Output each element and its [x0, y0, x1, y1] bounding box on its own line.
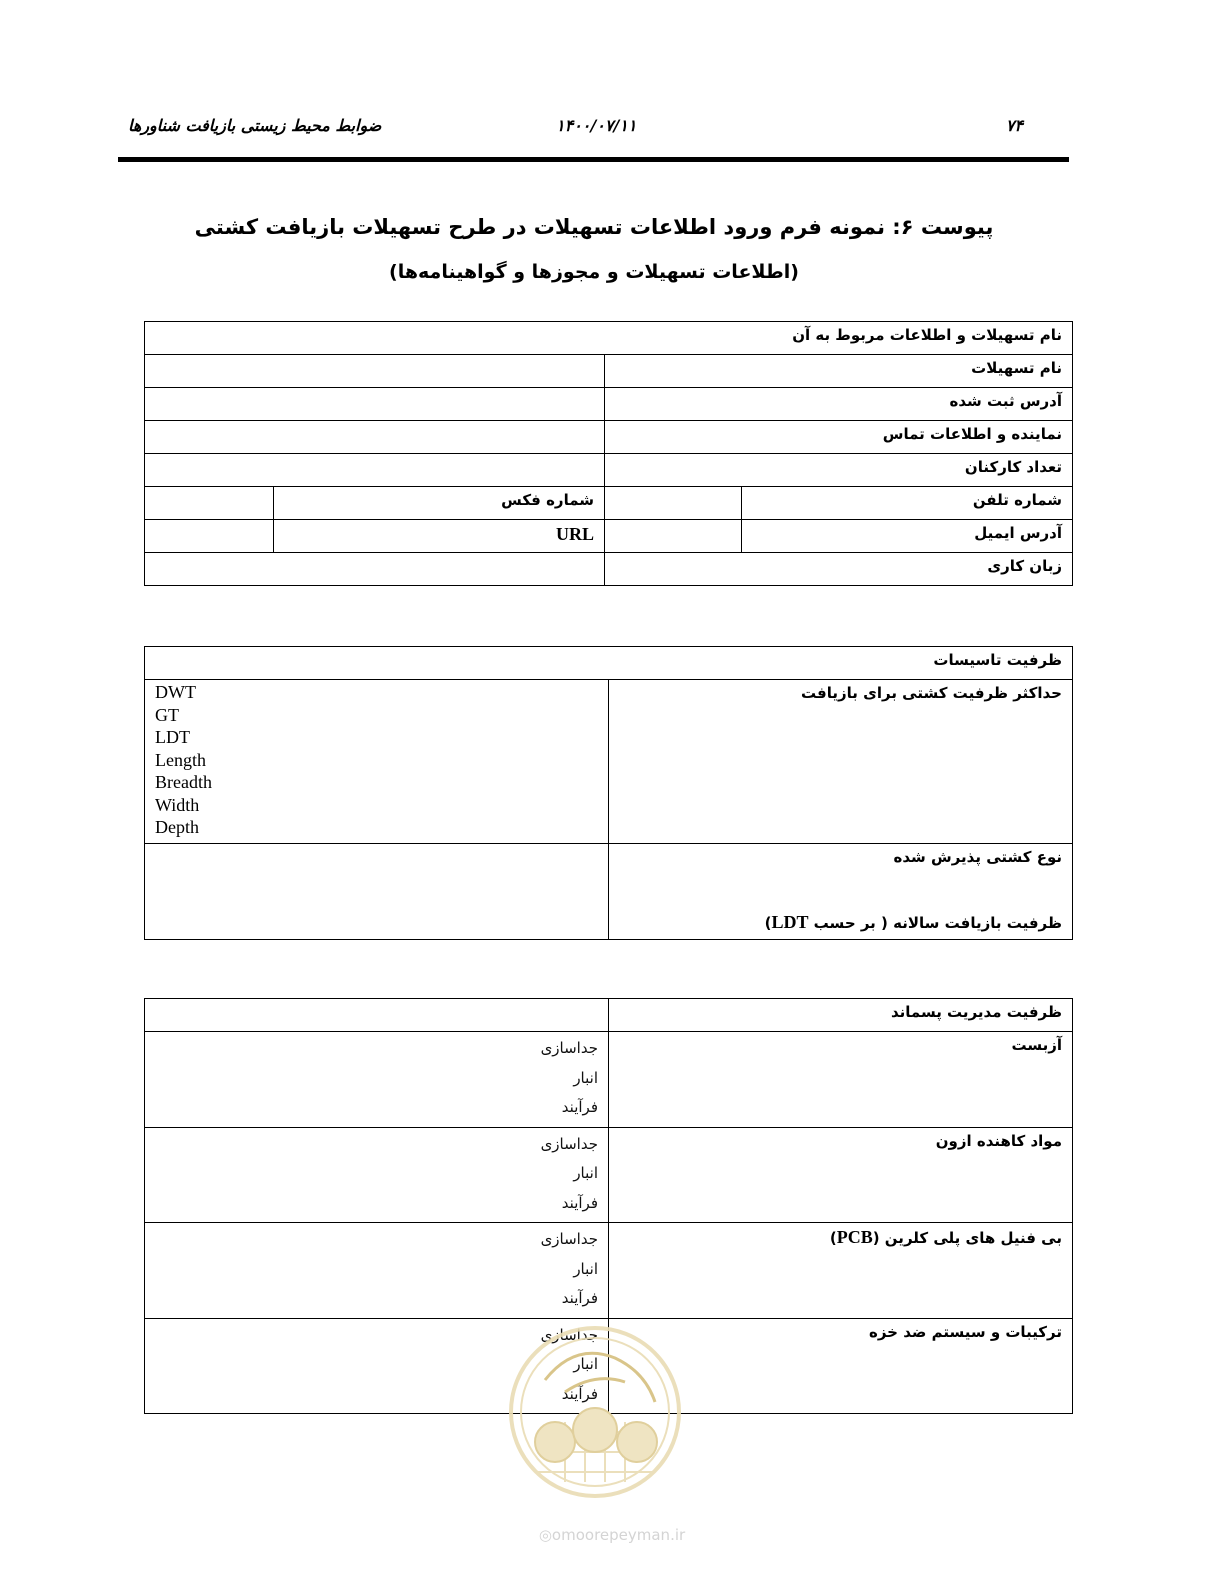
- header-rule: [118, 157, 1069, 162]
- dimension-item: Width: [155, 794, 200, 815]
- option-process[interactable]: فرآیند: [561, 1289, 598, 1307]
- table-row: [145, 454, 1073, 487]
- table-row: [145, 487, 1073, 520]
- table-row: [145, 843, 1073, 939]
- table-row: [145, 1127, 1073, 1223]
- pcb-abbr: PCB: [836, 1227, 873, 1247]
- option-separation[interactable]: جداسازی: [540, 1039, 598, 1057]
- option-process[interactable]: فرآیند: [561, 1193, 598, 1212]
- capacity-table: [144, 646, 1073, 940]
- facility-heading: نام تسهیلات و اطلاعات مربوط به آن: [145, 322, 1073, 355]
- option-separation[interactable]: جداسازی: [540, 1134, 598, 1153]
- table-row: [145, 388, 1073, 421]
- option-process[interactable]: فرآیند: [561, 1098, 598, 1116]
- option-storage[interactable]: انبار: [573, 1259, 598, 1278]
- annual-capacity-label: [765, 912, 1062, 933]
- ship-type-cell: [609, 843, 1073, 939]
- table-row: [145, 647, 1073, 680]
- phone-field[interactable]: [605, 487, 742, 520]
- ship-type-field[interactable]: [145, 843, 609, 939]
- dimension-item: DWT: [155, 682, 196, 702]
- working-language-label: زبان کاری: [605, 553, 1073, 586]
- dimension-list: [145, 680, 609, 844]
- url-label: URL: [274, 520, 605, 553]
- watermark-site: [0, 1526, 1224, 1544]
- facility-name-field[interactable]: [145, 355, 605, 388]
- table-row: [145, 1032, 1073, 1128]
- email-field[interactable]: [605, 520, 742, 553]
- header-doc-title: ضوابط محیط زیستی بازیافت شناورها: [128, 116, 382, 135]
- appendix-subtitle: (اطلاعات تسهیلات و مجوزها و گواهینامه‌ها): [389, 261, 799, 283]
- fax-field[interactable]: [145, 487, 274, 520]
- representative-field[interactable]: [145, 421, 605, 454]
- phone-label: شماره تلفن: [742, 487, 1073, 520]
- facility-info-table: [144, 321, 1073, 586]
- option-separation[interactable]: جداسازی: [540, 1230, 598, 1248]
- page-header: [118, 110, 1069, 150]
- ozone-depleting-options: [145, 1127, 609, 1223]
- waste-heading-blank: [145, 999, 609, 1032]
- ozone-depleting-label: مواد کاهنده ازون: [609, 1127, 1073, 1223]
- asbestos-label: آزبست: [609, 1032, 1073, 1128]
- option-storage[interactable]: انبار: [573, 1164, 598, 1182]
- email-label: آدرس ایمیل: [742, 520, 1073, 553]
- option-process[interactable]: فرآیند: [561, 1384, 598, 1403]
- option-storage[interactable]: انبار: [573, 1068, 598, 1087]
- header-date: ۱۴۰۰/۰۷/۱۱: [556, 116, 637, 135]
- waste-heading: ظرفیت مدیریت پسماند: [609, 999, 1073, 1032]
- option-separation[interactable]: جداسازی: [540, 1325, 598, 1344]
- antifouling-label: ترکیبات و سیستم ضد خزه: [609, 1318, 1073, 1414]
- table-row: [145, 999, 1073, 1032]
- registered-address-field[interactable]: [145, 388, 605, 421]
- annual-capacity-suffix: ): [764, 913, 772, 932]
- table-row: [145, 680, 1073, 844]
- pcb-label-suffix: ): [829, 1229, 837, 1247]
- registered-address-label: آدرس ثبت شده: [605, 388, 1073, 421]
- appendix-title: پیوست ۶: نمونه فرم ورود اطلاعات تسهیلات در طرح تسهیلات بازیافت کشتی: [194, 215, 994, 239]
- working-language-field[interactable]: [145, 553, 605, 586]
- dimension-item: Depth: [155, 817, 199, 837]
- staff-count-label: تعداد کارکنان: [605, 454, 1073, 487]
- facility-name-label: نام تسهیلات: [605, 355, 1073, 388]
- table-row: [145, 1223, 1073, 1319]
- globe-icon: ◎: [538, 1526, 552, 1544]
- staff-count-field[interactable]: [145, 454, 605, 487]
- pcb-label: [609, 1223, 1073, 1319]
- table-row: [145, 553, 1073, 586]
- annual-capacity-unit: LDT: [771, 911, 809, 932]
- watermark-stamp-icon: [505, 1322, 685, 1502]
- url-field[interactable]: [145, 520, 274, 553]
- table-row: [145, 355, 1073, 388]
- header-page-number: ۷۴: [1005, 116, 1023, 135]
- representative-label: نماینده و اطلاعات تماس: [605, 421, 1073, 454]
- fax-label: شماره فکس: [274, 487, 605, 520]
- dimension-item: GT: [155, 704, 179, 725]
- ship-type-label: نوع کشتی پذیرش شده: [893, 847, 1062, 866]
- asbestos-options: [145, 1032, 609, 1128]
- pcb-label-prefix: بی فنیل های پلی کلرین (: [872, 1229, 1062, 1247]
- option-storage[interactable]: انبار: [573, 1355, 598, 1373]
- max-capacity-label: حداکثر ظرفیت کشتی برای بازیافت: [609, 680, 1073, 844]
- dimension-item: Length: [155, 749, 206, 770]
- table-row: [145, 421, 1073, 454]
- pcb-options: [145, 1223, 609, 1319]
- dimension-item: LDT: [155, 727, 190, 747]
- annual-capacity-prefix: ظرفیت بازیافت سالانه ( بر حسب: [808, 913, 1062, 932]
- watermark-site-text: omoorepeyman.ir: [551, 1526, 686, 1544]
- table-row: [145, 520, 1073, 553]
- table-row: [145, 322, 1073, 355]
- dimension-item: Breadth: [155, 772, 212, 792]
- capacity-heading: ظرفیت تاسیسات: [145, 647, 1073, 680]
